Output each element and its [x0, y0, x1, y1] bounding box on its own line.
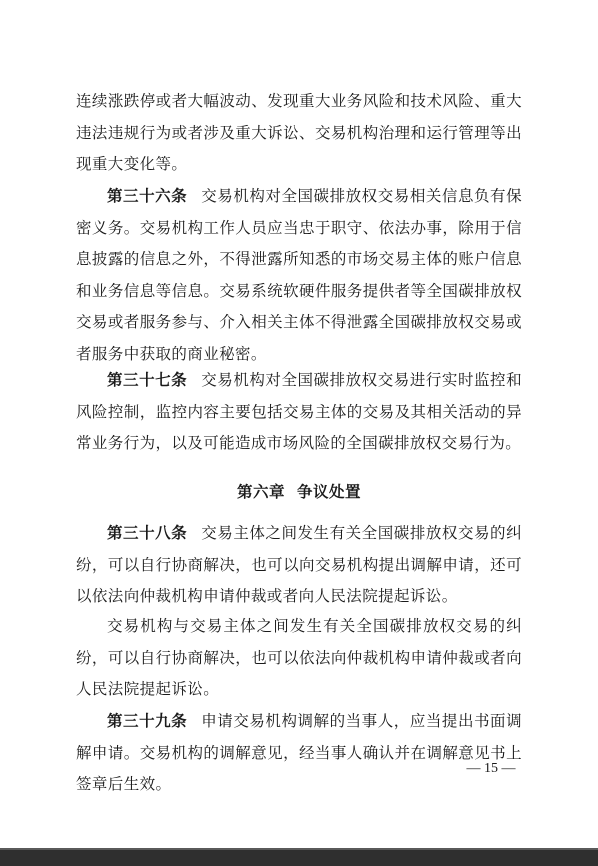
article-37 [76, 364, 522, 460]
article-39-label: 第三十九条 [107, 711, 188, 730]
article-36-text: 交易机构对全国碳排放权交易相关信息负有保密义务。交易机构工作人员应当忠于职守、依法办事，除用于信息披露的信息之外，不得泄露所知悉的市场交易主体的账户信息和业务信息等信息。交易系统软硬件服务提供者等全国碳排放权交易或者服务参与、介入相关主体不得泄露全国碳排放权交易或者服务中获取的商业秘密。 [76, 187, 522, 363]
article-36-label: 第三十六条 [107, 186, 188, 205]
page-number: — 15 — [466, 761, 516, 776]
viewer-bottom-bar [0, 848, 598, 866]
article-38 [76, 517, 522, 613]
chapter-title: 争议处置 [297, 482, 362, 501]
paragraph-continuation: 连续涨跌停或者大幅波动、发现重大业务风险和技术风险、重大违法违规行为或者涉及重大诉讼、交易机构治理和运行管理等出现重大变化等。 [76, 92, 522, 173]
article-37-text: 交易机构对全国碳排放权交易进行实时监控和风险控制，监控内容主要包括交易主体的交易及其相关活动的异常业务行为，以及可能造成市场风险的全国碳排放权交易行为。 [76, 371, 522, 452]
article-38-label: 第三十八条 [107, 523, 188, 542]
paragraph-mediation: 交易机构与交易主体之间发生有关全国碳排放权交易的纠纷，可以自行协商解决，也可以依法向仲裁机构申请仲裁或者向人民法院提起诉讼。 [76, 617, 522, 698]
article-39-text: 申请交易机构调解的当事人，应当提出书面调解申请。交易机构的调解意见，经当事人确认并在调解意见书上签章后生效。 [76, 712, 522, 793]
article-39 [76, 705, 522, 801]
article-38-text: 交易主体之间发生有关全国碳排放权交易的纠纷，可以自行协商解决，也可以向交易机构提出调解申请，还可以依法向仲裁机构申请仲裁或者向人民法院提起诉讼。 [76, 524, 522, 605]
chapter-heading [0, 482, 598, 502]
chapter-number: 第六章 [236, 482, 285, 501]
article-37-label: 第三十七条 [107, 370, 188, 389]
article-36 [76, 180, 522, 370]
